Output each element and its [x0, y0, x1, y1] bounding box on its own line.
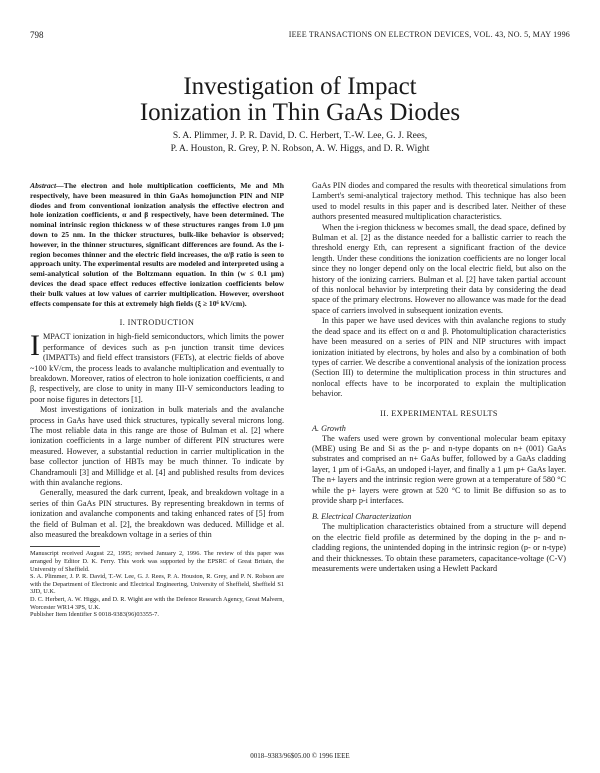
authors-line-1: S. A. Plimmer, J. P. R. David, D. C. Herbert, T.-W. Lee, G. J. Rees, — [172, 131, 428, 141]
footnote-manuscript: Manuscript received August 22, 1995; revised January 2, 1996. The review of this paper was arranged by Editor D. K. Ferry. This work was supported by the EPSRC of Great Britain, the University of Sheffield. — [30, 550, 284, 573]
journal-header: IEEE TRANSACTIONS ON ELECTRON DEVICES, VOL. 43, NO. 5, MAY 1996 — [288, 30, 570, 39]
intro-paragraph-1 — [30, 329, 284, 405]
growth-paragraph: The wafers used were grown by conventional molecular beam epitaxy (MBE) using Be and Si as the p- and n-type dopants on n+ (001) GaAs substrates and comprised an n+ GaAs buffer, followed by a GaAs cladding layer, 1 μm of i-GaAs, an undoped i-layer, and finally a 1 μm p+ GaAs layer. The n+ layers and the intrinsic region were grown at a temperature of 580 °C while the p+ layers were grown at 520 °C to limit Be diffusion so as to provide sharp p-i interfaces. — [312, 433, 566, 505]
intro-paragraph-3: Generally, measured the dark current, Ipeak, and breakdown voltage in a series of thin GaAs PIN structures. By representing breakdown in terms of ionization and avalanche components and taking enhanced rates of [5] from the field of Bulman et al. [2], the breakdown was deduced. Millidge et al. also measured the breakdown voltage in a series of thin — [30, 488, 284, 540]
introduction-heading: I. INTRODUCTION — [119, 318, 195, 328]
intro-paragraph-2: Most investigations of ionization in bulk materials and the avalanche process in GaAs have used thick structures, typically several microns long. The most reliable data in this range are those of Bulman et al. [2] where ionization coefficients in a large number of different PIN structures were measured. However, a substantial reduction in carrier multiplication in the base collector junction of HBTs may be much thinner. To indicate by Chandramouli [3] and Millidge et al. [4] and published results from devices with thin avalanche regions. — [30, 405, 284, 488]
experimental-heading: II. EXPERIMENTAL RESULTS — [380, 408, 498, 418]
page-number: 798 — [30, 30, 44, 40]
right-paragraph-1: GaAs PIN diodes and compared the results with theoretical simulations from Lambert's semi-analytical trajectory method. This technique has also been used to model results in this paper and is described later. Neither of these authors presented measured multiplication characteristics. — [312, 181, 566, 222]
footnote-rule — [30, 546, 100, 547]
right-paragraph-2: When the i-region thickness w becomes small, the dead space, defined by Bulman et al. [2] as the distance needed for a ballistic carrier to reach the threshold energy Eth, can represent a significant fraction of the device length. Under these conditions the ionization coefficients are no longer local since they no longer depend only on the local electric field, but also on the history of the ionizing carriers. Bulman et al. [2] have taken partial account of this nonlocal behavior by interpreting their data by considering the dead space of the primary electrons. However no allowance was made for the dead space of carriers involved in subsequent ionization events. — [312, 222, 566, 315]
electrical-paragraph: The multiplication characteristics obtained from a structure will depend on the electric field profile as determined by the doping in the p- and n-cladding regions, the unintended doping in the intrinsic region (p- or n-type) and their thicknesses. To obtain these parameters, capacitance-voltage (C-V) measurements were undertaken using a Hewlett Packard — [312, 522, 566, 573]
right-column — [312, 181, 566, 574]
author-list — [60, 130, 540, 156]
growth-subheading: A. Growth — [312, 423, 346, 433]
title-line-1: Investigation of Impact — [183, 73, 417, 100]
copyright-line: 0018–9383/96$05.00 © 1996 IEEE — [250, 752, 350, 760]
abstract-text: The electron and hole multiplication coefficients, Me and Mh respectively, have been measured in thin GaAs homojunction PIN and NIP diodes and from conventional ionization analysis the effective electron and hole ionization coefficients, α and β respectively, have been determined. The nominal intrinsic region thickness w of these structures ranges from 1.0 μm down to 25 nm. In the thicker structures, bulk-like behavior is observed; however, in the thinner structures, significant differences are found. As the i-region becomes thinner and the electric field increases, the α/β ratio is seen to approach unity. The experimental results are modeled and interpreted using a semi-analytical solution of the Boltzmann equation. In thin (w ≤ 0.1 μm) devices the dead space effect reduces effective ionization coefficients below their bulk values at low values of carrier multiplication. However, overshoot effects compensate for this at extremely high fields (ξ ≥ 10⁶ kV/cm). — [30, 181, 284, 308]
abstract — [30, 181, 284, 308]
footnote-publisher-id: Publisher Item Identifier S 0018-9383(96)03355-7. — [30, 611, 159, 619]
title-line-2: Ionization in Thin GaAs Diodes — [139, 99, 461, 126]
paper-title — [0, 74, 600, 126]
intro-paragraph-1-text: MPACT ionization in high-field semiconductors, which limits the power performance of devices such as p-n junction transit time devices (IMPATTs) and field effect transistors (FETs), at electric fields of above ~100 kV/cm, the process leads to avalanche multiplication and eventually to breakdown. Moreover, ratios of electron to hole ionization coefficients, α and β, respectively, are close to unity in many III-V semiconductors leading to poor noise figures in detectors [1]. — [30, 332, 284, 404]
right-paragraph-3: In this paper we have used devices with thin avalanche regions to study the dead space and its effect on α and β. Photomultiplication characteristics have been measured on a series of PIN and NIP structures with impact ionization initiated by electrons, by holes and also by a combination of both types of carrier. We describe a conventional analysis of the ionization process (Section III) to determine the multiplication process in thin structures and nonlocal effects have to be incorporated to explain the multiplication behavior. — [312, 316, 566, 399]
left-column — [30, 181, 284, 619]
footnote-dra-authors: D. C. Herbert, A. W. Higgs, and D. R. Wight are with the Defence Research Agency, Great Malvern, Worcester WR14 3PS, U.K. — [30, 596, 284, 611]
electrical-subheading: B. Electrical Characterization — [312, 512, 412, 522]
abstract-lead: Abstract— — [30, 181, 64, 190]
footnote-sheffield-authors: S. A. Plimmer, J. P. R. David, T.-W. Lee, G. J. Rees, P. A. Houston, R. Grey, and P. N. Robson are with the Department of Electronic and Electrical Engineering, University of Sheffield, Sheffield S1 3JD, U.K. — [30, 573, 284, 596]
drop-cap: I — [30, 329, 40, 363]
authors-line-2: P. A. Houston, R. Grey, P. N. Robson, A. W. Higgs, and D. R. Wight — [170, 144, 430, 154]
